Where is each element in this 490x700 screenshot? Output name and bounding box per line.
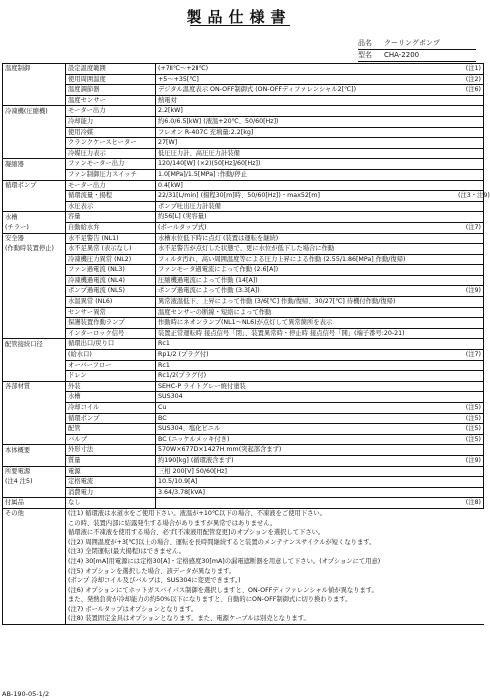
spec-note-ref-cell: (注1): [456, 64, 484, 75]
spec-value-cell: ポンプ吐出圧力計装備: [156, 201, 457, 212]
spec-row: [3, 318, 484, 329]
model-number: CHA-2200: [384, 51, 420, 59]
spec-value-cell: 約6.0/6.5[kW] (液温+20℃、50/60[Hz]): [156, 116, 457, 127]
spec-item-cell: 冷却コイル: [66, 403, 156, 414]
spec-group-cell: [3, 360, 66, 371]
spec-row: [3, 254, 484, 265]
spec-item-cell: 使用周囲温度: [66, 74, 156, 85]
spec-group-cell: 水槽: [3, 212, 66, 223]
spec-note-ref-cell: (注5): [456, 403, 484, 414]
spec-group-cell: 安全器: [3, 233, 66, 244]
spec-note-ref-cell: [456, 106, 484, 117]
spec-row: [3, 191, 484, 202]
spec-note-text: (注2) 周囲温度が+3[℃]以上の場合、運転を長時間継続すると装置のメンテナンスサイクルが短くなります。: [66, 538, 484, 548]
spec-row: [3, 434, 484, 445]
product-meta: [358, 38, 476, 62]
spec-group-cell: [3, 254, 66, 265]
spec-group-cell: [3, 487, 66, 498]
spec-note-ref-cell: [456, 371, 484, 382]
spec-group-cell: [3, 557, 66, 567]
spec-group-cell: 冷凍機(圧縮機): [3, 106, 66, 117]
spec-group-cell: 循環ポンプ: [3, 180, 66, 191]
spec-note-ref-cell: [456, 487, 484, 498]
spec-group-cell: [3, 148, 66, 159]
spec-row: [3, 455, 484, 466]
spec-note-ref-cell: [456, 265, 484, 276]
spec-row: [3, 547, 484, 557]
spec-item-cell: 水温異常 (NL6): [66, 297, 156, 308]
spec-group-cell: [3, 201, 66, 212]
spec-row: [3, 519, 484, 529]
spec-group-cell: [3, 138, 66, 149]
spec-value-cell: 0.4[kW]: [156, 180, 457, 191]
spec-group-cell: [3, 519, 66, 529]
spec-note-ref-cell: (注5): [456, 413, 484, 424]
spec-item-cell: オーバーフロー: [66, 360, 156, 371]
spec-item-cell: 循環出口/戻り口: [66, 339, 156, 350]
spec-row: [3, 360, 484, 371]
spec-item-cell: 定格電流: [66, 477, 156, 488]
spec-group-cell: [3, 297, 66, 308]
spec-note-ref-cell: (注5): [456, 424, 484, 435]
spec-item-cell: なし: [66, 498, 156, 509]
spec-value-cell: BC (ニッケルメッキ付き): [156, 434, 457, 445]
spec-item-cell: インターロック信号: [66, 328, 156, 339]
spec-item-cell: モーター出力: [66, 106, 156, 117]
spec-group-cell: [3, 328, 66, 339]
spec-row: [3, 424, 484, 435]
spec-row: [3, 586, 484, 596]
spec-item-cell: 水不足警告 (NL1): [66, 233, 156, 244]
spec-group-cell: [3, 614, 66, 624]
spec-value-cell: 装置正常運転時 接点信号「閉」、装置異常時・停止時 接点信号「開」(端子番号:20-21): [156, 328, 457, 339]
spec-value-cell: 異常液温低下、上昇によって作動 (3/6[℃] 作動/復帰、30/27[℃] 待機付作動/復帰): [156, 297, 457, 308]
spec-group-cell: その他: [3, 508, 66, 518]
spec-item-cell: 容量: [66, 212, 156, 223]
spec-item-cell: 水不足異常 (表示なし): [66, 244, 156, 255]
spec-item-cell: 自動給水弁: [66, 222, 156, 233]
spec-table: [2, 63, 490, 625]
spec-note-text: 循環液に不凍液を使用する場合、必ず[不凍液用配管変更]のオプションを選択して下さい。: [66, 528, 484, 538]
spec-group-cell: 各部材質: [3, 381, 66, 392]
spec-row: [3, 307, 484, 318]
spec-row: [3, 74, 484, 85]
spec-note-ref-cell: [456, 127, 484, 138]
spec-note-ref-cell: [456, 360, 484, 371]
spec-value-cell: 作動時にネオンランプ(NL1～NL6)が点灯して異常箇所を表示: [156, 318, 457, 329]
spec-group-cell: 凝縮器: [3, 159, 66, 170]
spec-value-cell: Cu: [156, 403, 457, 414]
spec-item-cell: 循環流量・揚程: [66, 191, 156, 202]
spec-group-cell: [3, 371, 66, 382]
spec-note-ref-cell: (注9): [456, 455, 484, 466]
spec-item-cell: 消費電力: [66, 487, 156, 498]
spec-row: [3, 297, 484, 308]
spec-note-ref-cell: (注3・注9): [456, 191, 484, 202]
model-row: [358, 50, 476, 62]
spec-note-ref-cell: [456, 307, 484, 318]
spec-group-cell: [3, 116, 66, 127]
spec-row: [3, 605, 484, 615]
spec-row: [3, 95, 484, 106]
spec-note-ref-cell: [456, 201, 484, 212]
spec-item-cell: 水圧表示: [66, 201, 156, 212]
spec-group-cell: [3, 392, 66, 403]
spec-value-cell: (+7Ⅱ℃～+2Ⅱ℃): [156, 64, 457, 75]
spec-row: [3, 445, 484, 456]
spec-row: [3, 328, 484, 339]
spec-note-ref-cell: [456, 180, 484, 191]
document-footer-code: AB-190-05-1/2: [2, 690, 50, 698]
spec-value-cell: 120/140[W] (×2)(50[Hz]/60[Hz]): [156, 159, 457, 170]
spec-row: [3, 595, 484, 605]
spec-group-cell: [3, 605, 66, 615]
spec-note-ref-cell: (注8): [456, 498, 484, 509]
spec-item-cell: 冷凍機圧力異常 (NL2): [66, 254, 156, 265]
spec-note-ref-cell: [456, 138, 484, 149]
spec-value-cell: 約190[kg] (循環液含まず): [156, 455, 457, 466]
spec-note-ref-cell: [456, 381, 484, 392]
spec-note-ref-cell: (注6): [456, 85, 484, 96]
spec-note-ref-cell: [456, 318, 484, 329]
spec-group-cell: [3, 586, 66, 596]
spec-item-cell: 水槽: [66, 392, 156, 403]
spec-note-ref-cell: [456, 169, 484, 180]
spec-row: [3, 392, 484, 403]
spec-value-cell: デジタル温度表示 ON-OFF制御式 (ON-OFFディファレンシャル2[℃]): [156, 85, 457, 96]
spec-item-cell: 冷凍機過電流 (NL4): [66, 275, 156, 286]
spec-row: [3, 275, 484, 286]
spec-group-cell: [3, 413, 66, 424]
spec-row: [3, 244, 484, 255]
spec-value-cell: 2.2[kW]: [156, 106, 457, 117]
spec-value-cell: 三相 200[V] 50/60[Hz]: [156, 466, 457, 477]
spec-row: [3, 339, 484, 350]
spec-row: [3, 538, 484, 548]
spec-item-cell: 使用冷媒: [66, 127, 156, 138]
spec-row: [3, 233, 484, 244]
spec-row: [3, 159, 484, 170]
spec-row: [3, 557, 484, 567]
spec-note-text: (ポンプ 冷却コイル及びバルブは、SUS304に変更できます。): [66, 576, 484, 586]
spec-row: [3, 371, 484, 382]
spec-group-cell: [3, 286, 66, 297]
spec-item-cell: ドレン: [66, 371, 156, 382]
spec-row: [3, 222, 484, 233]
spec-value-cell: 22/31[L/min] (揚程30[m]時、50/60[Hz])・max52[m]: [156, 191, 457, 202]
spec-item-cell: 循環ポンプ: [66, 413, 156, 424]
spec-row: [3, 169, 484, 180]
spec-note-text: (注8) 装置固定金具はオプションとなります。また、電源ケーブルは別売となります。: [66, 614, 484, 624]
spec-value-cell: 27[W]: [156, 138, 457, 149]
document-title: 製品仕様書: [186, 8, 292, 26]
spec-note-ref-cell: [456, 159, 484, 170]
spec-row: [3, 403, 484, 414]
spec-note-text: (注5) オプションを選択した場合、該データが異なります。: [66, 567, 484, 577]
spec-value-cell: BC: [156, 413, 457, 424]
spec-note-ref-cell: [456, 466, 484, 477]
spec-group-cell: (作動時装置停止): [3, 244, 66, 255]
spec-item-cell: 保護装置作動ランプ: [66, 318, 156, 329]
spec-row: [3, 116, 484, 127]
spec-group-cell: [3, 307, 66, 318]
spec-value-cell: Rc1/2(プラグ付): [156, 371, 457, 382]
spec-row: [3, 350, 484, 361]
spec-group-cell: 温度制御: [3, 64, 66, 75]
spec-group-cell: [3, 547, 66, 557]
product-name-label: 品名: [358, 39, 372, 47]
spec-item-cell: 配管: [66, 424, 156, 435]
spec-group-cell: [3, 265, 66, 276]
spec-item-cell: ファンモーター出力: [66, 159, 156, 170]
spec-value-cell: 10.5/10.9[A]: [156, 477, 457, 488]
spec-row: [3, 528, 484, 538]
spec-item-cell: 外装: [66, 381, 156, 392]
spec-row: [3, 85, 484, 96]
spec-row: [3, 138, 484, 149]
spec-note-ref-cell: (注2): [456, 74, 484, 85]
spec-group-cell: 所要電源: [3, 466, 66, 477]
spec-group-cell: 付属品: [3, 498, 66, 509]
spec-value-cell: Rc1: [156, 339, 457, 350]
spec-value-cell: フレオン R-407C 充填量:2.2[kg]: [156, 127, 457, 138]
spec-value-cell: (ボールタップ式): [156, 222, 457, 233]
spec-note-ref-cell: [456, 339, 484, 350]
spec-value-cell: 低圧圧力計、高圧圧力計装備: [156, 148, 457, 159]
spec-value-cell: SEHC-P ライトグレー焼付塗装: [156, 381, 457, 392]
spec-value-cell: ポンプ過電流によって作動 (3.3[A]): [156, 286, 457, 297]
spec-item-cell: モーター出力: [66, 180, 156, 191]
spec-note-text: この時、装置内部に結露発生する場合がありますが異常ではありません。: [66, 519, 484, 529]
spec-group-cell: (注4 注5): [3, 477, 66, 488]
spec-row: [3, 498, 484, 509]
spec-item-cell: 冷媒圧力表示: [66, 148, 156, 159]
spec-value-cell: Rp1/2 (プラグ付): [156, 350, 457, 361]
spec-group-cell: 配管接続口径: [3, 339, 66, 350]
spec-row: [3, 212, 484, 223]
spec-item-cell: 外形寸法: [66, 445, 156, 456]
spec-note-ref-cell: [456, 328, 484, 339]
spec-row: [3, 477, 484, 488]
spec-row: [3, 381, 484, 392]
spec-value-cell: 水不足警告が点灯した状態で、更に水位が低下した場合に作動: [156, 244, 457, 255]
spec-value-cell: 3.64/3.78[kVA]: [156, 487, 457, 498]
spec-group-cell: [3, 567, 66, 577]
spec-group-cell: [3, 275, 66, 286]
spec-group-cell: [3, 455, 66, 466]
spec-item-cell: クランクケースヒーター: [66, 138, 156, 149]
spec-item-cell: ファン制御圧力スイッチ: [66, 169, 156, 180]
spec-group-cell: [3, 95, 66, 106]
spec-note-ref-cell: (注9): [456, 286, 484, 297]
spec-group-cell: [3, 424, 66, 435]
spec-row: [3, 180, 484, 191]
spec-row: [3, 106, 484, 117]
spec-group-cell: [3, 576, 66, 586]
spec-group-cell: [3, 538, 66, 548]
spec-row: [3, 148, 484, 159]
spec-note-ref-cell: [456, 297, 484, 308]
product-name: クーリングポンプ: [384, 39, 440, 47]
spec-row: [3, 286, 484, 297]
title-underline: [190, 25, 290, 26]
spec-item-cell: 冷却能力: [66, 116, 156, 127]
spec-note-ref-cell: [456, 148, 484, 159]
spec-note-ref-cell: [456, 95, 484, 106]
spec-note-ref-cell: [456, 445, 484, 456]
spec-row: [3, 567, 484, 577]
spec-row: [3, 127, 484, 138]
spec-group-cell: [3, 350, 66, 361]
spec-group-cell: [3, 434, 66, 445]
spec-note-ref-cell: (注7): [456, 350, 484, 361]
spec-item-cell: 温度調節器: [66, 85, 156, 96]
spec-note-ref-cell: [456, 116, 484, 127]
spec-note-ref-cell: [456, 392, 484, 403]
spec-row: [3, 614, 484, 624]
spec-group-cell: [3, 528, 66, 538]
spec-value-cell: 1.0[MPa]/1.5[MPa] :作動/停止: [156, 169, 457, 180]
spec-note-ref-cell: (注7): [456, 222, 484, 233]
spec-note-ref-cell: [456, 212, 484, 223]
spec-note-ref-cell: [456, 275, 484, 286]
spec-group-cell: [3, 169, 66, 180]
spec-item-cell: バルブ: [66, 434, 156, 445]
spec-row: [3, 576, 484, 586]
spec-value-cell: 水槽水位低下時に点灯 (装置は運転を継続): [156, 233, 457, 244]
spec-group-cell: [3, 74, 66, 85]
spec-group-cell: [3, 595, 66, 605]
spec-group-cell: [3, 191, 66, 202]
spec-item-cell: センサー異常: [66, 307, 156, 318]
spec-value-cell: フィルタ汚れ、高い周囲温度等による圧力上昇による作動 (2.55/1.86[MPa] 作動/復帰): [156, 254, 457, 265]
spec-item-cell: (給水口): [66, 350, 156, 361]
spec-note-text: (注6) オプションにてホットガスバイパス制御を選択しますと、ON-OFFディファレンシャル値が異なります。: [66, 586, 484, 596]
spec-row: [3, 508, 484, 518]
spec-value-cell: ファンモータ過電流によって作動 (2.6[A]): [156, 265, 457, 276]
spec-row: [3, 265, 484, 276]
spec-row: [3, 466, 484, 477]
spec-value-cell: +5～+35[℃]: [156, 74, 457, 85]
spec-value-cell: SUS304: [156, 392, 457, 403]
spec-value-cell: 圧縮機過電流によって作動 (14[A]): [156, 275, 457, 286]
spec-value-cell: [156, 498, 457, 509]
spec-item-cell: ポンプ過電流 (NL5): [66, 286, 156, 297]
spec-note-ref-cell: [456, 254, 484, 265]
spec-item-cell: 質量: [66, 455, 156, 466]
spec-value-cell: SUS304、塩化ビニル: [156, 424, 457, 435]
spec-note-ref-cell: (注5): [456, 434, 484, 445]
spec-note-text: (注1) 循環液は水道水をご使用下さい。液温が+10℃以下の場合、不凍液をご使用下さい。: [66, 508, 484, 518]
spec-group-cell: [3, 127, 66, 138]
spec-group-cell: [3, 85, 66, 96]
spec-note-ref-cell: [456, 233, 484, 244]
spec-note-text: (注4) 30[mA]用電源には定格30[A]・定格感度30[mA]の漏電遮断器を用意して下さい。(オプションにて用意): [66, 557, 484, 567]
spec-row: [3, 201, 484, 212]
spec-group-cell: [3, 403, 66, 414]
spec-note-ref-cell: [456, 244, 484, 255]
spec-group-cell: [3, 318, 66, 329]
spec-item-cell: 電源: [66, 466, 156, 477]
spec-row: [3, 487, 484, 498]
spec-note-text: (注3) 全閉運転(最大揚程)はできません。: [66, 547, 484, 557]
product-name-row: [358, 38, 476, 50]
spec-group-cell: 本体概要: [3, 445, 66, 456]
spec-value-cell: 熱電対: [156, 95, 457, 106]
spec-note-ref-cell: [456, 477, 484, 488]
spec-row: [3, 413, 484, 424]
spec-item-cell: 温度センサー: [66, 95, 156, 106]
spec-item-cell: 設定温度範囲: [66, 64, 156, 75]
spec-value-cell: Rc1: [156, 360, 457, 371]
spec-value-cell: 570W×677D×1427H mm(突起部含まず): [156, 445, 457, 456]
spec-note-text: また、発熱負荷が冷却能力の約50%以下になりますと、自動的にON-OFF制御式に切り換わります。: [66, 595, 484, 605]
spec-group-cell: (チラー): [3, 222, 66, 233]
spec-note-text: (注7) ボールタップはオプションとなります。: [66, 605, 484, 615]
spec-value-cell: 約56[L] (実容量): [156, 212, 457, 223]
spec-row: [3, 64, 484, 75]
spec-item-cell: ファン過電流 (NL3): [66, 265, 156, 276]
spec-value-cell: 温度センサーの断線・短絡によって作動: [156, 307, 457, 318]
model-label: 型名: [358, 51, 372, 59]
